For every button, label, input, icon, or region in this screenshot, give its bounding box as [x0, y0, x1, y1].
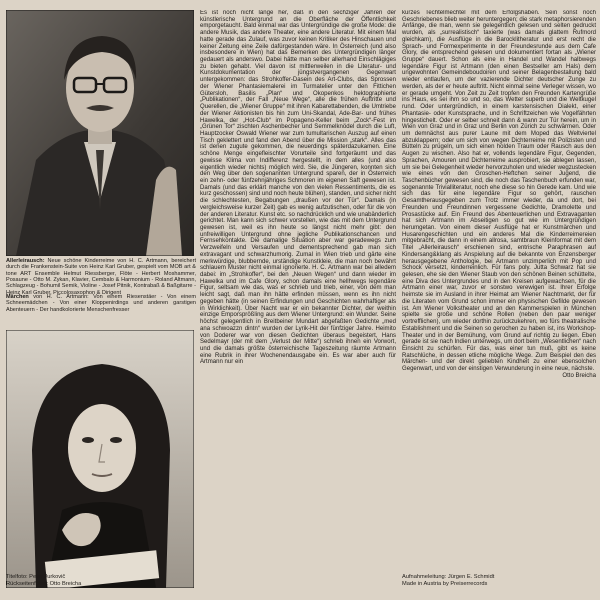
portrait-photo-woman — [6, 330, 194, 588]
portrait-woman-image — [6, 330, 194, 588]
caption-allerleirausch — [6, 258, 196, 296]
credit-manufacturer: Made in Austria by Preiserrecords — [402, 581, 488, 587]
photo-credits — [6, 574, 81, 588]
production-credits — [402, 574, 494, 588]
credit-cover-photo: Titelfoto: Peter Jurkovič — [6, 574, 66, 580]
caption-maerchen — [6, 294, 196, 313]
article-text-middle: Es ist noch nicht lange her, daß in den sechziger Jahren der künstlerische Untergrund an die Oberfläche der Öffentlichkeit emporgetaucht. Bald einmal war das Untergründige die große Mode: die andere Musik, das andere Theater, eine andere Literatur. Mit einem Mal hatte gerade das Zulauf, was zuvor keinen Kritiker des Hinschauen und keiner Zeitung eine Zeile dafürgestanden wäre. In Österreich (und also insbesondere in Wien) hat das Bemerken des Untergründigen länger gedauert als anderswo. Dabei hätte man selber allerhand Einschlägiges zu bieten gehabt. Viel davon ist mittlerweilen in die Literatur- und Kunstdokumentation der jüngstvergangenen Gegenwart untergekommen: das Strohkoffer-Dasein des Art-Clubs, das Sprossen der Wiener Phantasiemalerei im Turmatelier unter den Fittichen Gütersloh, Basilis „Plan“ und Okopenkos hektographierte „Publikationen“, der Fall „Neue Wege“, alle die frühen Auftritte und Querellen, die „Wiener Gruppe“ mit ihren Kabarettabenden, die Umtriebe der Wiener Aktionisten bis hin zum Uni-Skandal, Ade-Bar- und frühes Hawelka, der „Hot-Club“ im Popageno-Keller beim „Zock“-Fest im „Grünen Tor“ zischten Aschenbecher und Semmelknödel durch die Luft, Hauptzocker Oswald Wiener war zum tumultarischen Auszug auf einen Tisch geklettert und fand den Abend über die Mission „stark“. Alles das ist denen zugute gekommen, die neuerdings späterdazukamen. Eine schöne Menge eingefleischter Vorurteile sind fortgeräumt und das gewisse Klima von Indifferenz hergestellt, in dem alles (und also eigentlich wieder nichts) möglich wird. Sie, die Jüngeren, konnten sich den Weg über den sogenannten Untergrund sparen, der in Österreich ein zehn- oder fünfzehnjähriges Schmoren im eigenen Saft gewesen ist. Damals (und das erklärt manche von den vielen Ressentiments, die es kurz geschossen) sind und noch heute blühen), standen, und sicher nicht die schlechtesten, Begabungen „draußen vor der Tür“. Damals (in vergleichsweise kurzer Zeit) gab es wenig aufzutischen, oder für die von der anderen Literatur. Kunst etc. so nachdrücklich und wie unabänderlich gerichtet. Man kann sich schwer vorstellen, wie das mit dem Untergrund gewesen ist, weil es ihn heute so längst nicht mehr gibt: den unfreiwilligen Untergrund ohne jegliche Publikationschancen und Fernsehkontakte. Die damalige Situation aber war geradewegs zum Verzweifeln und Versaufen und dementsprechend gab man sich extravagant und schwarzhumorig. Zumal in Wien trieb und gärte eine merkwürdige, blubbernde, urständige Kunstkleie, die man noch bewährt schlauem Muster nicht einmal ignorierte. H. C. Artmann war bei alledem dabei: im „Strohkoffer“, bei den „Neuen Wegen“ und dann wieder im Hawelka und im Cafe Glory, schon damals eine hellhwegs legendäre Figur, seltsam wie das, was er schrieb und trieb, einer, von dem man leicht sagt, daß man ihn hätte erfinden müssen, wenn es ihn nicht gegeben hätte (in seinen Erfindungen und Geschichten wahrhaftiger als in Wirklichkeit). Über Nacht war er ein bekannter Dichter, der weithin einzige Emporsprößling aus dem Wiener Untergrund: ein Wunder. Seine höchst gelegentlich in Breitbeiner Mundart abgefaßten Gedichte „med ana schwoazzn dintn“ wurden der Lyrik-Hit der fünfziger Jahre. Heimito von Doderer war von diesen Gedichten überaus begeistert, Hans Sedelmayr (der mit dem „Verlust der Mitte“) schrieb ihnen ein Vorwort, und die damals größte österreichische Tageszeitung räumte Artmann eine Rubrik in ihrer Wochenendausgabe ein. Es war aber auch für Artmann nur ein — [200, 10, 396, 366]
article-column-middle — [200, 10, 396, 586]
credit-back-photos: Rückseitenfotos: Otto Breicha — [6, 581, 82, 587]
caption-maerchen-text: von H. C. Artmann: Von einem Riesenstäer - Von einem Schneemädchen - Von einer Kloppenirdings und anderen garstigen Abenteuern - Der handkolorierte Menschenfresser — [6, 294, 196, 313]
portrait-photo-artmann — [6, 10, 194, 256]
article-signature: Otto Breicha — [562, 372, 596, 379]
caption-allerleirausch-text: Neue schöne Kinderreime von H. C. Artmann, bereichert durch die Frankenstein-Suite von Heinz Karl Gruber, gespielt vom MOB art & tone ART Ensemble Helmut Riessberger, Flöte - Herbert Moshammer, Posaune - Otto M. Zykan, Klavier, Cembalo & Harmonium - Roland Altmann, Schlagzeug - Bohumil Semik, Violine - Josef Pitnik, Kontrabaß & Baßgitarre - Heinz Karl Gruber, Piccolosaxophon & Dirigent — [6, 258, 196, 296]
portrait-man-image — [6, 10, 194, 256]
credit-recording-director: Aufnahmeleitung: Jürgen E. Schmidt — [402, 574, 495, 580]
caption-maerchen-lead: Märchen — [6, 294, 29, 300]
article-text-right: kurzes Techtelmechtel mit dem Erfolgshaben. Sein sonst noch Geschriebenes blieb weiter heruntergegen; die stark metaphorsierenden Anfänge, die man, wenn sie gelegentlich gelesen und selten gedruckt wurden, als „surrealistisch“ taxierte (was damals glattem Rufmord gleichkam), die Ausflüge in die Barocklitheratur und erst recht die Sprach- und Formexperimente in der Freundesrunde aus dem Cafe Glory, die entsprechend gelesen und dokumentiert fortan als „Wiener Gruppe“ dauert. Schon als eine in Handel und Wandel halbwegs legendäre Figur ist Artmann (den einen Bestseller am Hals) dem ungewohnten Gemeindeboudoiren und seiner Belagenbestallung bald wieder entlaufen, um der vazierende Dichter deutscher Zunge zu werden, als der er heute auftritt. Nicht einmal seine Verleger wissen, wo er gerade umgeht. Von Zeit zu Zeit tropfen den Freunden Kartengrüße ins Haus, es sei ihm so und so, das Wetter superb und die Weltkugel rund. Oder untergründlich, in einem karstensischen Dialekt, einer Phantasie- oder Kunstsprache, und in Schriftzeichen wie Vogelfährten hingestichelt. Oder er selber schneit dann & wann zur Tür herein, um in Wien von Graz und in Graz und Berlin von Zürich zu schwärmen. Oder um demnächst aus purer Laune mit dem Moped das Weltviertel abzuklappern; oder um sich von wegen Dichterreime mit Polizisten und Bütteln zu prügeln, um sich einen holden Traum oder Rausch aus den Augen zu wischen. Also hat er, vollends legendäre Figur, Gegenden, Sprachen, Amouren und Dichterreime ausprobiert, sie ablegen lassen, um sie bei Gelegenheit wieder hervorzuholen und wieder wegzustecken wie eines von den Groschen-Heftchen seiner Jugend, die Taschenbücher gewesen sind, die noch das Taschenbuch erfunden war, sogenannte Trivialliteratur, noch ehe diese so hin Gerede kam. Und wie sich das für eine legendäre Figur so gehört, rauschen Gesamtherausgegeben zum Trotz immer wieder, da und dort, bei Freunden und Freundinnen vergessene Gedichte, Dramolette und Prosastücke auf. Ein Freund des Abenteuerlichen und Extravaganten hat sich Artmann im Abseitigen so gut wie im Untergründigen herumgetan. Von einem dieser Ausflüge hat er Kunstmärchen und Husarengeschichten und ein anderes Mal die Kinderreimereien mitgebracht, die dann in einem allrosa, samtbraun Kleinformat mit dem Titel „Allerleirausch“ erschienen sind, entrische Paraphrasen auf Kindersang&klang als Anspielung auf die bekannte von Enzensberger herausgegebene Anthologie, bei Artmann unzimperlich mit Pop und Schock versetzt, kinderreinlich. Für fans poly. Jutta Schwarz hat sie gelesen, ehe sie den Wiener Staub von den schönen Beinen schüttelte, eine Diva des Untergrundes und in den Kreisen aufgewachsen, für die Artmann einer war, zuvor er sonstwo verewigen ist. Ihrer Erfolge heimste sie im Ausland in ihrer Heimat am Wiener Nachtmarkt, der für die Literaten vom Grund schon immer ein physischen Gefilde gewesen ist. Am Wiener Volkstheater und an den Kammerspielen in München spielte sie große und schöne Rollen (neben den paar weniger vortrefflichen), um wieder dorthin zurückzukehren, wo fürs theatralische Establishment und die Seinen so gerochen zu haben ist, ins Workshop-Theater und in der Bemühung, vom Grund auf richtig zu liegen. Eben gerade ist sie nach Indien unterwegs, um dort beim „Wesentlichen“ nach Einsicht zu schürfen. Für das, was einer tun muß, gibt es keine Ratschlüche, in dessen etliche mögliche Wege. Zum Beispiel den des Märchen- und der direkt geliebten Kindheit zu einer ebensolchen Gegenwart, und von der einstigen Verwunderung in eine neue, nächste. — [402, 10, 596, 373]
caption-allerleirausch-lead: Allerleirausch: — [6, 258, 45, 264]
article-column-right — [402, 10, 596, 566]
